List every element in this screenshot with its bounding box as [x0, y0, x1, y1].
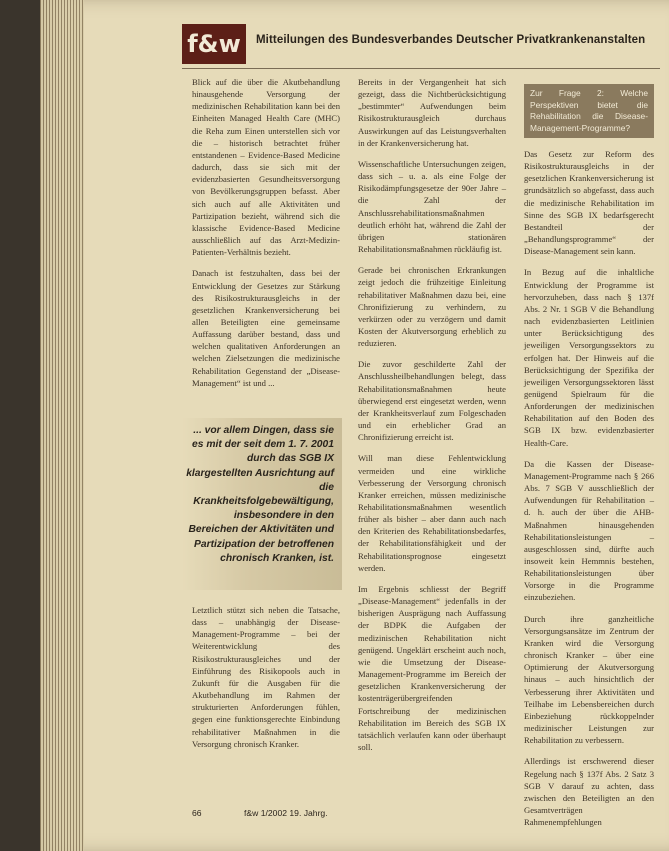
paragraph: Das Gesetz zur Reform des Risikostrukturausgleichs in der gesetzlichen Krankenversicherung ist grundsätzlich so abgefasst, dass auch die medizinische Rehabilitation im Sinne des SGB IX bedarfsgerecht Bestandteil der „Behandlungsprogramme“ der Disease-Management sein kann. [524, 149, 654, 257]
paragraph: Da die Kassen der Disease-Management-Programme nach § 266 Abs. 7 SGB V ausschließlich der Aufwendungen für Rehabilitation – d. h. auch der über die AHB-Maßnahmen hinausgehenden Rehabilitationsleistungen – ausgeschlossen sind, dürfte auch insoweit kein Hemmnis bestehen, Rehabilitationsleistungen über Vorsorge in die Programme einzubeziehen. [524, 458, 654, 603]
paragraph: Bereits in der Vergangenheit hat sich gezeigt, dass die Nichtberücksichtigung „bestimmter“ Aufwendungen beim Risikostrukturausgleich durchaus Auswirkungen auf das Leistungsverhalten in der Krankenversicherung hat. [358, 77, 506, 148]
column-1-top [192, 76, 340, 394]
paragraph: Gerade bei chronischen Erkrankungen zeigt jedoch die frühzeitige Einleitung rehabilitativer Maßnahmen dazu bei, eine Chronifizierung zu verhindern, zu verkürzen oder zu verzögern und damit Kosten der Akutversorgung erheblich zu reduzieren. [358, 265, 506, 349]
magazine-page [40, 0, 669, 851]
column-3 [524, 84, 654, 828]
paragraph: Will man diese Fehlentwicklung vermeiden und eine wirkliche Verbesserung der Versorgung chronisch Kranker erreichen, müssen medizinische Rehabilitationsmaßnahmen wesentlich früher als bisher – aber dann auch nach den Kriterien des Rehabilitationsbedarfes, der Rehabilitationsfähigkeit und der Rehabilitationsprognose eingesetzt werden. [358, 453, 506, 573]
paragraph: Die zuvor geschilderte Zahl der Anschlussheilbehandlungen belegt, dass Rehabilitationsmaßnahmen heute überwiegend erst eingesetzt werden, wenn der Krankheitsverlauf zum Folgeschaden und ein erheblicher Grad an Chronifizierung erreicht ist. [358, 359, 506, 443]
paragraph: Allerdings ist erschwerend dieser Regelung nach § 137f Abs. 2 Satz 3 SGB V darauf zu achten, dass zwischen den Beteiligten an den Gesamtverträgen Rahmenempfehlungen [524, 756, 654, 828]
journal-issue: f&w 1/2002 19. Jahrg. [244, 808, 328, 818]
header-rule [182, 68, 660, 69]
pull-quote: ... vor allem Dingen, dass sie es mit der seit dem 1. 7. 2001 durch das SGB IX klargestellten Ausrichtung auf die Krankheitsfolgebewältigung, insbesondere in den Bereichen der Aktivitäten und Partizipation der betroffenen chronisch Kranken, ist. [182, 418, 342, 590]
column-1-bottom [192, 604, 340, 774]
page-edge-binding [40, 0, 84, 851]
paragraph: In Bezug auf die inhaltliche Entwicklung der Programme ist hervorzuheben, dass nach § 137f Abs. 2 Nr. 1 SGB V die Behandlung nach evidenzbasierten Leitlinien unter Berücksichtigung des jeweiligen Versorgungssektors zu erfolgen hat. Der Hinweis auf die Berücksichtigung der Spezifika der jeweiligen Versorgungssektoren lässt genügend Spielraum für die Anforderungen der medizinischen Rehabilitation auf den Boden des SGB IX bzw. evidenzbasierter Health-Care. [524, 267, 654, 448]
journal-logo: f&w [182, 24, 246, 64]
header-title: Mitteilungen des Bundesverbandes Deutscher Privatkrankenanstalten [256, 34, 646, 46]
paragraph: Im Ergebnis schliesst der Begriff „Disease-Management“ jedenfalls in der bisherigen Ausprägung nach Auffassung der BDPK die Aufgaben der medizinischen Rehabilitation nicht genügend. Ungeklärt erscheint auch noch, wie die Umsetzung der Disease-Management-Programme im Bereich der gesetzlichen Krankenversicherung der kostenträgerübergreifenden Fortschreibung der medizinischen Rehabilitation im Bereich des SGB IX tatsächlich verlaufen kann oder überhaupt soll. [358, 583, 506, 752]
paragraph: Wissenschaftliche Untersuchungen zeigen, dass sich – u. a. als eine Folge der Risikodämpfungsgesetze der 90er Jahre – die Zahl der Anschlussrehabilitationsmaßnahmen deutlich erhöht hat, während die Zahl der übrigen stationären Rehabilitationsmaßnahmen rückläufig ist. [358, 158, 506, 255]
paragraph: Durch ihre ganzheitliche Versorgungsansätze im Zentrum der Kranken wird die Versorgung chronisch Kranker – über eine Optimierung der Akutversorgung hinaus – auch hinsichtlich der Verbesserung ihrer Aktivitäten und Teilhabe im Lebensbereichen durch Einbeziehung rückkoppelnder medizinischer Leistungen zur Rehabilitation zu verbessern. [524, 613, 654, 746]
paragraph: Blick auf die über die Akutbehandlung hinausgehende Versorgung der medizinischen Rehabilitation kann bei den Einheiten Managed Health Care (MHC) die Reha zum Einen unterstellen sich vor die – historisch betrachtet früher entstandenen – Evidence-Based Medicine dadurch, dass sie sich mit der evidenzbasierten Gesundheitsversorgung von Bevölkerungsgruppen befasst. Aber sich auch auf alle Aktivitäten und Partizipation bezieht, während sich die klassische Evidence-Based Medicine ausschließlich auf das Arzt-Medizin-Patienten-Verhältnis bezieht. [192, 77, 340, 258]
page-number: 66 [192, 808, 202, 818]
question-box: Zur Frage 2: Welche Perspektiven bietet die Rehabilitation die Disease-Management-Programme? [524, 84, 654, 138]
paragraph: Letztlich stützt sich neben die Tatsache, dass – unabhängig der Disease-Management-Programme – bei der Weiterentwicklung des Risikostrukturausgleiches und der Einführung des Risikopools auch in Zukunft für die Ausgaben für die Akutbehandlung im Rahmen der strukturierten Anforderungen fühlen, gegen eine funktionsgerechte Einbindung rehabilitativer Maßnahmen in die Versorgung chronisch Kranker. [192, 605, 340, 749]
paragraph: Danach ist festzuhalten, dass bei der Entwicklung der Gesetzes zur Stärkung des Risikostrukturausgleichs in der gesetzlichen Krankenversicherung bei allen Beteiligten eine gemeinsame Auffassung darüber bestand, dass und welchen qualitativen Anforderungen an welchen Zielsetzungen die medizinische Rehabilitation Gegenstand der „Disease-Management“ ist und ... [192, 268, 340, 388]
column-2 [358, 76, 506, 806]
